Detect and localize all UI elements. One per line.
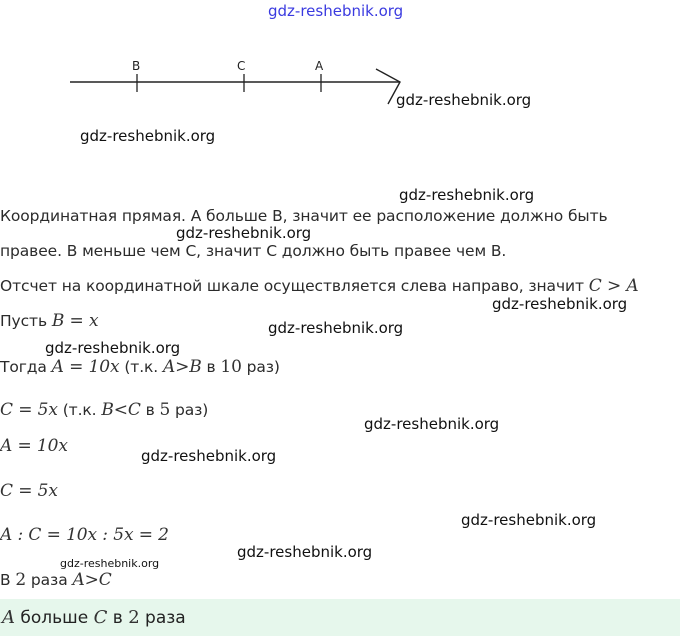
p6-note-num: 5 bbox=[159, 400, 171, 420]
answer-text-1: больше bbox=[15, 608, 94, 628]
p4-text: Пусть bbox=[0, 312, 52, 330]
number-line bbox=[0, 0, 680, 110]
watermark: gdz-reshebnik.org bbox=[492, 295, 628, 313]
p5-math: A = 10x bbox=[51, 357, 120, 377]
watermark: gdz-reshebnik.org bbox=[176, 224, 312, 242]
label-b: B bbox=[132, 59, 141, 73]
answer-math-1: A bbox=[2, 607, 15, 628]
p5-text: Тогда bbox=[0, 358, 52, 376]
p6-note-close: раз) bbox=[170, 401, 209, 419]
p5-note-mid: в bbox=[201, 358, 221, 376]
p7-math: A = 10x bbox=[0, 436, 68, 456]
p6-note-open: (т.к. bbox=[57, 401, 102, 419]
watermark: gdz-reshebnik.org bbox=[80, 127, 216, 145]
paragraph-8 bbox=[0, 481, 58, 501]
watermark: gdz-reshebnik.org bbox=[461, 511, 597, 529]
paragraph-4 bbox=[0, 311, 98, 331]
answer-num: 2 bbox=[128, 607, 140, 628]
p10-text2: раза bbox=[26, 571, 73, 589]
p3-text: Отсчет на координатной шкале осуществляется слева направо, значит bbox=[0, 277, 589, 295]
p6-note-mid: в bbox=[140, 401, 160, 419]
watermark: gdz-reshebnik.org bbox=[60, 557, 160, 570]
answer-text-3: раза bbox=[139, 608, 186, 628]
label-c: C bbox=[237, 59, 246, 73]
paragraph-10 bbox=[0, 570, 112, 590]
p10-num: 2 bbox=[15, 570, 27, 590]
watermark: gdz-reshebnik.org bbox=[268, 319, 404, 337]
p9-math: A : C = 10x : 5x = 2 bbox=[0, 525, 169, 545]
answer-text-2: в bbox=[107, 608, 129, 628]
paragraph-3 bbox=[0, 276, 639, 296]
p5-note-math: A>B bbox=[162, 357, 202, 377]
answer-math-2: C bbox=[93, 607, 108, 628]
answer-box bbox=[0, 599, 680, 636]
paragraph-5 bbox=[0, 357, 280, 377]
watermark: gdz-reshebnik.org bbox=[141, 447, 277, 465]
p4-math: B = x bbox=[51, 311, 99, 331]
paragraph-7 bbox=[0, 436, 68, 456]
label-a: A bbox=[315, 59, 324, 73]
watermark: gdz-reshebnik.org bbox=[399, 186, 535, 204]
paragraph-1: Координатная прямая. А больше В, значит ее расположение должно быть bbox=[0, 207, 608, 225]
watermark: gdz-reshebnik.org bbox=[237, 543, 373, 561]
paragraph-2: правее. В меньше чем С, значит С должно быть правее чем В. bbox=[0, 242, 507, 260]
p5-note-num: 10 bbox=[220, 357, 242, 377]
p8-math: C = 5x bbox=[0, 481, 58, 501]
p10-text1: В bbox=[0, 571, 16, 589]
watermark: gdz-reshebnik.org bbox=[364, 415, 500, 433]
p6-note-math: B<C bbox=[101, 400, 141, 420]
paragraph-9 bbox=[0, 525, 169, 545]
p10-math: A>C bbox=[72, 570, 112, 590]
p6-math: C = 5x bbox=[0, 400, 58, 420]
answer-text bbox=[2, 607, 186, 628]
watermark-top: gdz-reshebnik.org bbox=[268, 2, 404, 20]
p3-math: C > A bbox=[588, 276, 639, 296]
watermark: gdz-reshebnik.org bbox=[396, 91, 532, 109]
p5-note-open: (т.к. bbox=[119, 358, 163, 376]
paragraph-6 bbox=[0, 400, 208, 420]
watermark: gdz-reshebnik.org bbox=[45, 339, 181, 357]
p5-note-close: раз) bbox=[241, 358, 280, 376]
